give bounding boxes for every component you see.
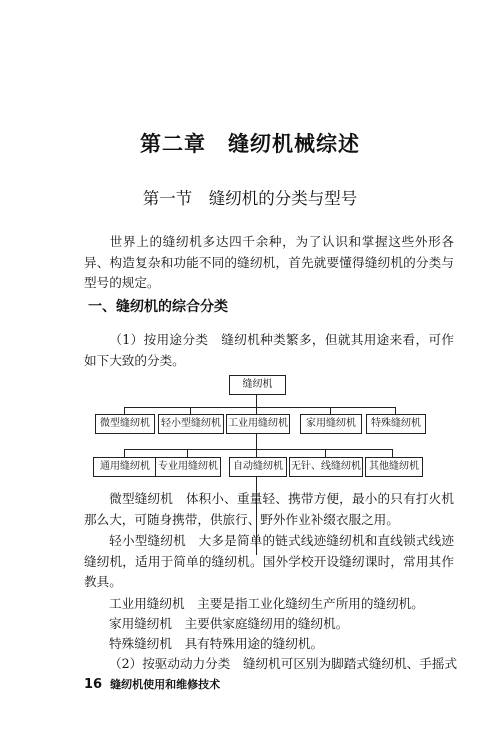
diagram-tick xyxy=(395,407,396,414)
industrial-machine-line: 工业用缝纫机 主要是指工业化缝纫生产所用的缝纫机。 xyxy=(109,596,424,611)
diagram-tick xyxy=(330,407,331,414)
heading-overall-classification: 一、缝纫机的综合分类 xyxy=(88,299,228,315)
intro-paragraph xyxy=(84,232,454,294)
diagram-tick xyxy=(392,449,393,457)
diagram-tick xyxy=(190,407,191,414)
special-machine-line: 特殊缝纫机 具有特殊用途的缝纫机。 xyxy=(109,636,324,651)
micro-machine-text: 微型缝纫机 体积小、重量轻、携带方便，最小的只有打火机那么大，可随身携带，供旅行、野外作业补缀衣服之用。 xyxy=(84,491,454,527)
diagram-node-light-small: 轻小型缝纫机 xyxy=(158,414,224,434)
diagram-tick xyxy=(325,449,326,457)
intro-text: 世界上的缝纫机多达四千余种，为了认识和掌握这些外形各异、构造复杂和功能不同的缝纫机，首先就要懂得缝纫机的分类与型号的规定。 xyxy=(84,234,454,290)
chapter-title: 第二章 缝纫机械综述 xyxy=(140,132,360,156)
page-footer xyxy=(84,676,220,692)
book-title: 缝纫机使用和维修技术 xyxy=(110,678,221,691)
diagram-tick xyxy=(124,449,125,457)
household-machine-line: 家用缝纫机 主要供家庭缝纫用的缝纫机。 xyxy=(109,616,349,631)
power-classification-line: （2）按驱动动力分类 缝纫机可区别为脚踏式缝纫机、手摇式 xyxy=(109,656,458,671)
light-small-machine-paragraph xyxy=(84,531,454,593)
usage-classification-text: （1）按用途分类 缝纫机种类繁多，但就其用途来看，可作如下大致的分类。 xyxy=(84,332,454,368)
section-title: 第一节 缝纫机的分类与型号 xyxy=(142,189,358,208)
micro-machine-paragraph xyxy=(84,489,454,530)
diagram-tick xyxy=(124,407,125,414)
diagram-row1-connector xyxy=(124,407,395,408)
page-number: 16 xyxy=(84,677,103,692)
diagram-node-household: 家用缝纫机 xyxy=(300,414,362,434)
diagram-node-automatic: 自动缝纫机 xyxy=(229,457,287,477)
diagram-root-box: 缝纫机 xyxy=(229,375,286,395)
diagram-node-professional: 专业用缝纫机 xyxy=(155,457,221,477)
diagram-node-general: 通用缝纫机 xyxy=(93,457,157,477)
diagram-node-micro: 微型缝纫机 xyxy=(95,414,155,434)
diagram-tick xyxy=(187,449,188,457)
diagram-node-needleless: 无针、线缝纫机 xyxy=(289,457,363,477)
diagram-row2-connector xyxy=(124,449,392,450)
light-small-machine-text: 轻小型缝纫机 大多是简单的链式线迹缝纫机和直线锁式线迹缝纫机，适用于简单的缝纫机。国外学校开设缝纫课时，常用其作教具。 xyxy=(84,533,454,589)
usage-classification-paragraph xyxy=(84,330,454,371)
diagram-node-other: 其他缝纫机 xyxy=(365,457,423,477)
diagram-node-special: 特殊缝纫机 xyxy=(366,414,426,434)
diagram-node-industrial: 工业用缝纫机 xyxy=(226,414,290,434)
